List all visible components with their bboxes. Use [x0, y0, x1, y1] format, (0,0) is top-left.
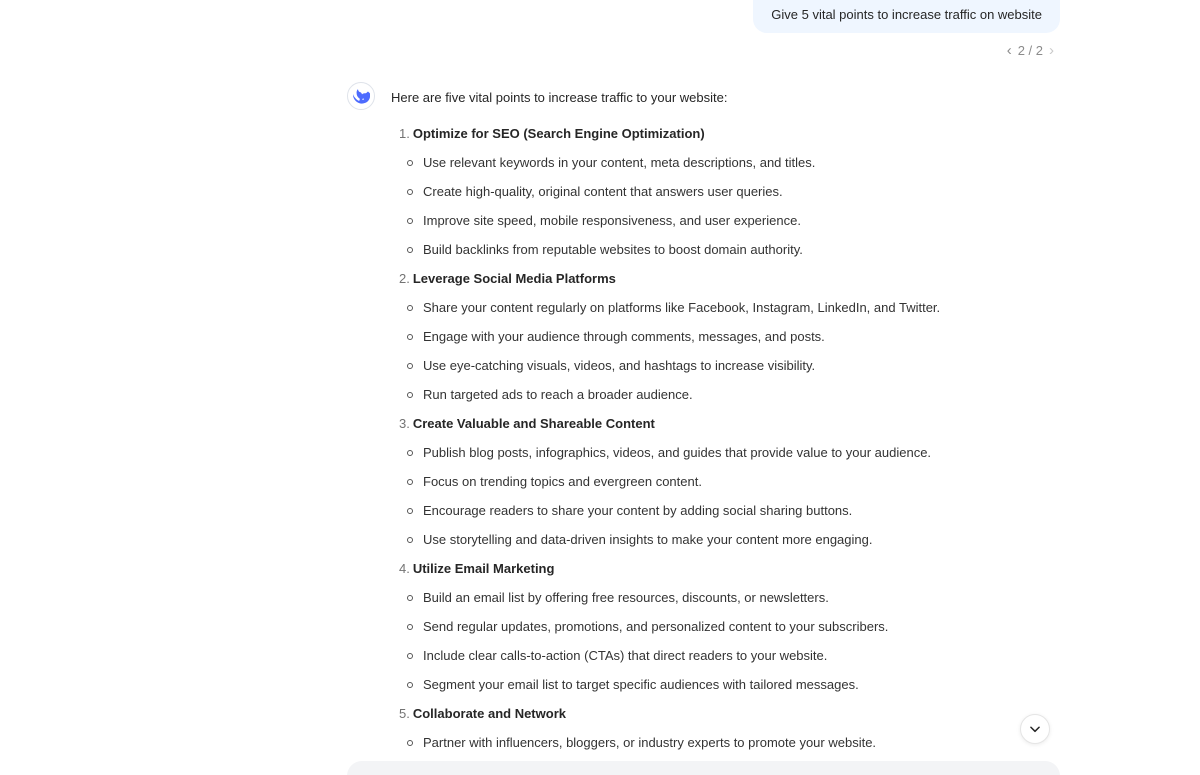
list-section: [399, 561, 940, 706]
list-section: [399, 706, 940, 764]
points-list: [399, 126, 940, 764]
list-section: [399, 416, 940, 561]
section-title: Leverage Social Media Platforms: [412, 271, 616, 286]
bullet-list: [399, 590, 940, 706]
section-number: 4.: [399, 561, 410, 576]
response-pager: [1007, 43, 1054, 58]
list-item: Publish blog posts, infographics, videos, and guides that provide value to your audience.: [399, 445, 940, 474]
section-number: 5.: [399, 706, 410, 721]
section-title: Create Valuable and Shareable Content: [412, 416, 655, 431]
chevron-left-icon[interactable]: ‹: [1006, 42, 1012, 59]
list-item: Improve site speed, mobile responsiveness, and user experience.: [399, 213, 940, 242]
list-item: Send regular updates, promotions, and personalized content to your subscribers.: [399, 619, 940, 648]
chevron-down-icon: [1028, 722, 1042, 736]
bullet-list: [399, 445, 940, 561]
section-number: 3.: [399, 416, 410, 431]
list-item: Include clear calls-to-action (CTAs) that direct readers to your website.: [399, 648, 940, 677]
assistant-intro: Here are five vital points to increase traffic to your website:: [391, 90, 728, 105]
list-item: Create high-quality, original content that answers user queries.: [399, 184, 940, 213]
list-section: [399, 271, 940, 416]
list-item: Build backlinks from reputable websites to boost domain authority.: [399, 242, 940, 271]
section-heading: [399, 271, 940, 300]
section-title: Utilize Email Marketing: [412, 561, 555, 576]
list-item: Segment your email list to target specific audiences with tailored messages.: [399, 677, 940, 706]
whale-logo-icon: [352, 87, 370, 105]
list-item: Focus on trending topics and evergreen content.: [399, 474, 940, 503]
list-item: Use eye-catching visuals, videos, and hashtags to increase visibility.: [399, 358, 940, 387]
section-number: 2.: [399, 271, 410, 286]
chevron-right-icon[interactable]: ›: [1049, 42, 1054, 59]
user-message-bubble: Give 5 vital points to increase traffic on website: [753, 0, 1060, 33]
section-title: Optimize for SEO (Search Engine Optimization): [412, 126, 705, 141]
list-item: Engage with your audience through comments, messages, and posts.: [399, 329, 940, 358]
user-message-row: [753, 0, 1060, 33]
bullet-list: [399, 300, 940, 416]
list-item: Use relevant keywords in your content, meta descriptions, and titles.: [399, 155, 940, 184]
pager-label: 2 / 2: [1017, 43, 1043, 58]
chat-input-box[interactable]: [347, 761, 1060, 775]
section-heading: [399, 561, 940, 590]
section-heading: [399, 126, 940, 155]
bullet-list: [399, 155, 940, 271]
list-item: Share your content regularly on platforms like Facebook, Instagram, LinkedIn, and Twitter.: [399, 300, 940, 329]
section-heading: [399, 706, 940, 735]
list-item: Partner with influencers, bloggers, or industry experts to promote your website.: [399, 735, 940, 764]
section-heading: [399, 416, 940, 445]
list-item: Encourage readers to share your content by adding social sharing buttons.: [399, 503, 940, 532]
list-item: Run targeted ads to reach a broader audience.: [399, 387, 940, 416]
section-title: Collaborate and Network: [412, 706, 566, 721]
bullet-list: [399, 735, 940, 764]
list-section: [399, 126, 940, 271]
assistant-avatar: [347, 82, 375, 110]
list-item: Use storytelling and data-driven insights to make your content more engaging.: [399, 532, 940, 561]
scroll-to-bottom-button[interactable]: [1020, 714, 1050, 744]
list-item: Build an email list by offering free resources, discounts, or newsletters.: [399, 590, 940, 619]
section-number: 1.: [399, 126, 410, 141]
